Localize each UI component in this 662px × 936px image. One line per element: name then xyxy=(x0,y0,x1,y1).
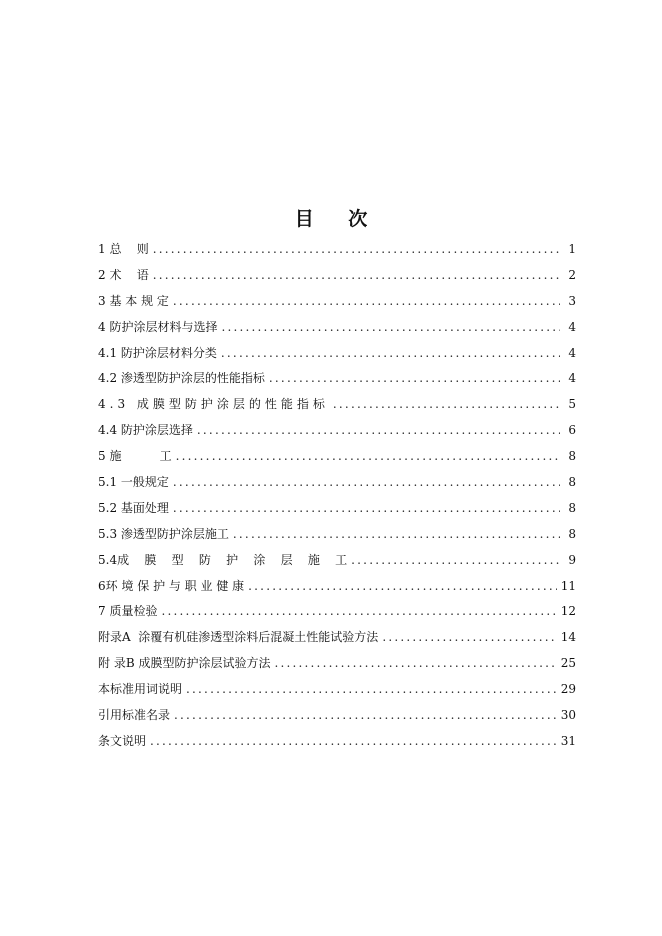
toc-entry-page: 8 xyxy=(568,475,576,490)
toc-list xyxy=(98,237,576,755)
toc-entry-label: 本标准用词说明 xyxy=(98,682,183,697)
toc-entry-label: 引用标准名录 xyxy=(98,708,171,723)
toc-leader-dots xyxy=(274,651,556,677)
toc-entry-label: 附 录B 成膜型防护涂层试验方法 xyxy=(98,656,271,671)
toc-entry-page: 8 xyxy=(568,526,576,541)
toc-entry xyxy=(98,548,576,574)
toc-entry-label: 4.2 渗透型防护涂层的性能指标 xyxy=(98,371,265,386)
toc-entry-label: 5 施 工 xyxy=(98,449,172,464)
toc-leader-dots xyxy=(176,444,560,470)
toc-entry-page: 31 xyxy=(560,733,576,748)
toc-entry-page: 8 xyxy=(568,500,576,515)
toc-entry xyxy=(98,263,576,289)
toc-leader-dots xyxy=(150,729,557,755)
toc-entry-page: 4 xyxy=(568,345,576,360)
toc-leader-dots xyxy=(153,237,560,263)
toc-entry xyxy=(98,496,576,522)
toc-entry-label: 6环 境 保 护 与 职 业 健 康 xyxy=(98,578,245,593)
toc-entry xyxy=(98,599,576,625)
toc-entry xyxy=(98,574,576,600)
toc-entry-page: 9 xyxy=(568,552,576,567)
toc-entry xyxy=(98,237,576,263)
toc-entry xyxy=(98,703,576,729)
toc-entry-page: 1 xyxy=(568,242,576,256)
toc-entry xyxy=(98,729,576,755)
toc-leader-dots xyxy=(174,703,557,729)
toc-entry-label: 附录A 涂覆有机硅渗透型涂料后混凝土性能试验方法 xyxy=(98,630,379,645)
toc-leader-dots xyxy=(333,392,560,418)
toc-entry xyxy=(98,444,576,470)
toc-entry xyxy=(98,418,576,444)
toc-entry-page: 25 xyxy=(560,656,576,671)
toc-entry-label: 4 防护涂层材料与选择 xyxy=(98,319,218,334)
toc-entry xyxy=(98,315,576,341)
toc-entry-page: 30 xyxy=(560,708,576,723)
toc-leader-dots xyxy=(221,341,560,367)
toc-entry-label: 5.2 基面处理 xyxy=(98,500,169,515)
toc-entry-page: 14 xyxy=(560,630,576,645)
toc-entry-page: 12 xyxy=(560,604,576,619)
toc-entry-page: 5 xyxy=(568,397,576,412)
toc-entry-label: 5.1 一般规定 xyxy=(98,475,169,490)
toc-entry-label: 5.4成 膜 型 防 护 涂 层 施 工 xyxy=(98,552,348,567)
toc-leader-dots xyxy=(197,418,560,444)
toc-entry xyxy=(98,677,576,703)
toc-entry-page: 6 xyxy=(568,423,576,438)
toc-entry-label: 条文说明 xyxy=(98,733,147,748)
toc-entry-label: 4.1 防护涂层材料分类 xyxy=(98,345,217,360)
toc-entry-page: 4 xyxy=(568,371,576,386)
toc-entry-label: 3 基 本 规 定 xyxy=(98,293,169,308)
toc-entry-page: 11 xyxy=(560,578,576,593)
toc-leader-dots xyxy=(269,366,560,392)
toc-entry-label: 2 术 语 xyxy=(98,267,149,282)
toc-entry-label: 4.3 成膜型防护涂层的性能指标 xyxy=(98,397,329,412)
toc-entry xyxy=(98,341,576,367)
toc-entry-label: 4.4 防护涂层选择 xyxy=(98,423,193,438)
toc-leader-dots xyxy=(173,289,560,315)
toc-leader-dots xyxy=(173,470,560,496)
toc-leader-dots xyxy=(221,315,560,341)
toc-entry xyxy=(98,289,576,315)
toc-entry-label: 5.3 渗透型防护涂层施工 xyxy=(98,526,229,541)
toc-entry-page: 3 xyxy=(568,293,576,308)
toc-leader-dots xyxy=(382,625,556,651)
toc-leader-dots xyxy=(161,599,556,625)
toc-leader-dots xyxy=(173,496,560,522)
toc-leader-dots xyxy=(153,263,560,289)
toc-leader-dots xyxy=(186,677,557,703)
toc-entry xyxy=(98,651,576,677)
toc-entry xyxy=(98,366,576,392)
toc-entry-label: 1 总 则 xyxy=(98,242,149,256)
toc-leader-dots xyxy=(248,574,557,600)
toc-entry-label: 7 质量检验 xyxy=(98,604,158,619)
toc-entry-page: 4 xyxy=(568,319,576,334)
toc-leader-dots xyxy=(351,548,560,574)
toc-entry xyxy=(98,625,576,651)
toc-entry xyxy=(98,522,576,548)
toc-entry-page: 8 xyxy=(568,449,576,464)
page-title: 目 次 xyxy=(294,208,382,230)
toc-entry-page: 29 xyxy=(560,682,576,697)
toc-entry xyxy=(98,470,576,496)
toc-entry-page: 2 xyxy=(568,267,576,282)
toc-leader-dots xyxy=(233,522,560,548)
toc-entry xyxy=(98,392,576,418)
